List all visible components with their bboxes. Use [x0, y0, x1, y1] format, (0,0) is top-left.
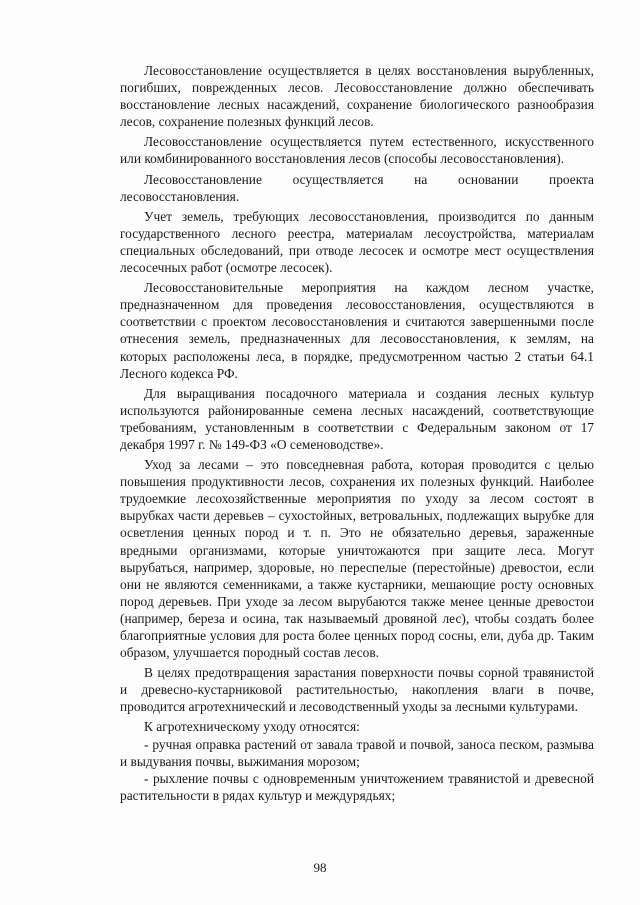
- paragraph: Для выращивания посадочного материала и создания лесных культур используются районированные семена лесных насаждений, соответствующие требованиям, установленным в соответствии с Федеральным законом от 17 декабря 1997 г. № 149-ФЗ «О семеноводстве».: [120, 385, 594, 452]
- list-item: - рыхление почвы с одновременным уничтожением травянистой и древесной растительности в рядах культур и междурядьях;: [120, 770, 594, 803]
- paragraph: К агротехническому уходу относятся:: [144, 719, 360, 735]
- document-body: [120, 62, 594, 804]
- paragraph: Уход за лесами – это повседневная работа, которая проводится с целью повышения продуктивности лесов, сохранения их полезных функций. Наиболее трудоемкие лесохозяйственные мероприятия по уходу за лесом состоят в вырубках части деревьев – сухостойных, ветровальных, подлежащих вырубке для осветления ценных пород и т. п. Это не обязательно деревья, зараженные вредными организмами, которые уничтожаются при защите леса. Могут вырубаться, например, здоровые, но переспелые (перестойные) древостои, если они не являются семенниками, а также кустарники, мешающие росту основных пород деревьев. При уходе за лесом вырубаются также менее ценные древостои (например, береза и осина, так называемый дровяной лес), чтобы создать более благоприятные условия для роста более ценных пород сосны, ели, дуба др. Таким образом, улучшается породный состав лесов.: [120, 457, 594, 661]
- paragraph: Учет земель, требующих лесовосстановления, производится по данным государственного лесного реестра, материалам лесоустройства, материалам специальных обследований, при отводе лесосек и осмотре мест осуществления лесосечных работ (осмотре лесосек).: [120, 208, 594, 276]
- paragraph: Лесовосстановление осуществляется на основании проекта лесовосстановления.: [120, 171, 594, 204]
- list-item: - ручная оправка растений от завала травой и почвой, заноса песком, размыва и выдувания почвы, выжимания морозом;: [120, 736, 594, 769]
- paragraph: Лесовосстановление осуществляется путем естественного, искусственного или комбинированного восстановления лесов (способы лесовосстановления).: [120, 134, 594, 167]
- page-number: 98: [313, 860, 327, 875]
- paragraph: Лесовосстановление осуществляется в целях восстановления вырубленных, погибших, поврежденных лесов. Лесовосстановление должно обеспечивать восстановление лесных насаждений, сохранение биологического разнообразия лесов, сохранение полезных функций лесов.: [120, 63, 594, 130]
- paragraph: В целях предотвращения зарастания поверхности почвы сорной травянистой и древесно-кустарниковой растительностью, накопления влаги в почве, проводится агротехнический и лесоводственный уходы за лесными культурами.: [120, 665, 594, 715]
- paragraph: Лесовосстановительные мероприятия на каждом лесном участке, предназначенном для проведения лесовосстановления, осуществляются в соответствии с проектом лесовосстановления и считаются завершенными после отнесения земель, предназначенных для лесовосстановления, к землям, на которых расположены леса, в порядке, предусмотренном частью 2 статьи 64.1 Лесного кодекса РФ.: [120, 280, 594, 381]
